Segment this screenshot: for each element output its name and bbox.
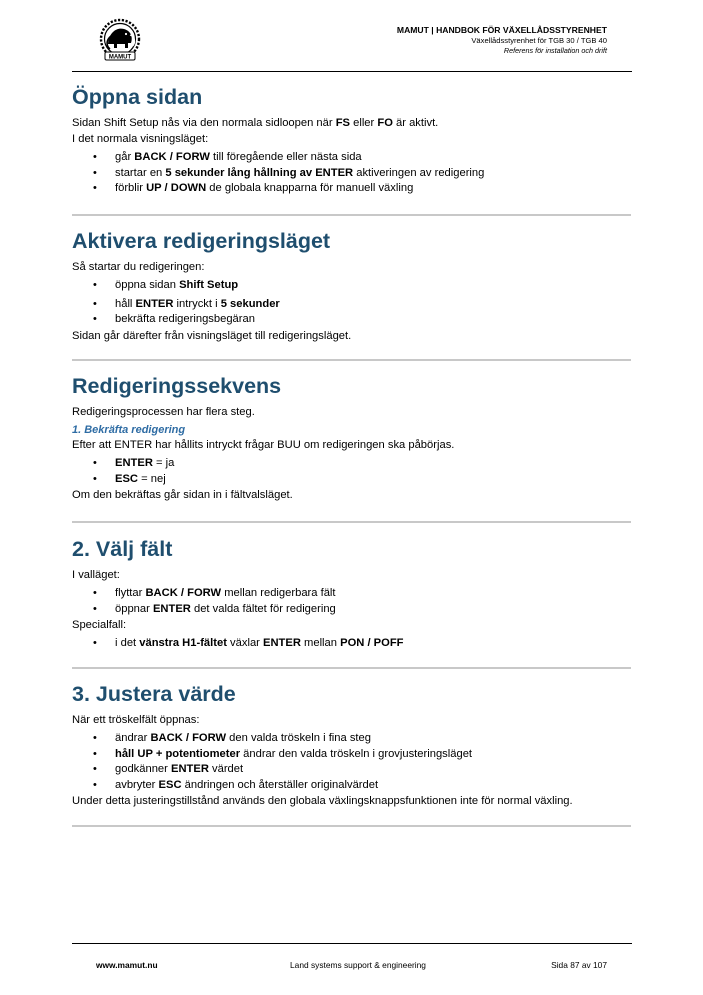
bullet-list xyxy=(72,636,637,652)
step-subheading: 1. Bekräfta redigering xyxy=(72,424,186,436)
section-divider xyxy=(72,359,631,361)
header-reference: Referens för installation och drift xyxy=(503,46,607,55)
list-item: • ENTER = ja xyxy=(115,456,637,472)
footer-website[interactable]: www.mamut.nu xyxy=(96,960,158,970)
paragraph: När ett tröskelfält öppnas: xyxy=(72,714,200,726)
paragraph: Redigeringsprocessen har flera steg. xyxy=(72,406,255,418)
list-item: • håll ENTER intryckt i 5 sekunder xyxy=(115,297,637,313)
list-item: • avbryter ESC ändringen och återställer originalvärdet xyxy=(115,778,637,794)
section-select-field xyxy=(72,536,637,652)
paragraph: Efter att ENTER har hållits intryckt frågar BUU om redigeringen ska påbörjas. xyxy=(72,439,455,451)
list-item: • ESC = nej xyxy=(115,472,637,488)
list-item: • öppnar ENTER det valda fältet för redigering xyxy=(115,602,637,618)
section-activate-edit xyxy=(72,228,637,344)
footer-center-text: Land systems support & engineering xyxy=(290,960,426,970)
section-open-page xyxy=(72,84,637,197)
list-item: • håll UP + potentiometer ändrar den valda tröskeln i grovjusteringsläget xyxy=(115,747,637,763)
paragraph: Om den bekräftas går sidan in i fältvalsläget. xyxy=(72,489,293,502)
paragraph: I det normala visningsläget: xyxy=(72,133,209,145)
list-item: • godkänner ENTER värdet xyxy=(115,762,637,778)
bullet-list xyxy=(72,150,637,197)
section-heading: Aktivera redigeringsläget xyxy=(72,229,331,253)
section-divider xyxy=(72,521,631,523)
header-subtitle: Växellådsstyrenhet för TGB 30 / TGB 40 xyxy=(471,36,607,45)
paragraph: Så startar du redigeringen: xyxy=(72,261,205,273)
list-item: • går BACK / FORW till föregående eller nästa sida xyxy=(115,150,637,166)
svg-text:MAMUT: MAMUT xyxy=(108,54,132,61)
list-item: • i det vänstra H1-fältet växlar ENTER mellan PON / POFF xyxy=(115,636,637,652)
section-heading: 2. Välj fält xyxy=(72,537,173,561)
list-item: • förblir UP / DOWN de globala knapparna för manuell växling xyxy=(115,181,637,197)
paragraph: Under detta justeringstillstånd används den globala växlingsknappsfunktionen inte för normal växling. xyxy=(72,795,573,808)
section-edit-sequence xyxy=(72,373,637,503)
section-divider xyxy=(72,214,631,216)
footer-rule xyxy=(72,943,632,944)
header-rule xyxy=(72,71,632,72)
bullet-list xyxy=(72,456,637,487)
list-item: • flyttar BACK / FORW mellan redigerbara fält xyxy=(115,586,637,602)
paragraph: I valläget: xyxy=(72,569,120,581)
bullet-list xyxy=(72,278,637,328)
section-heading: Redigeringssekvens xyxy=(72,374,282,398)
section-adjust-value xyxy=(72,681,637,809)
header-title: MAMUT | HANDBOK FÖR VÄXELLÅDSSTYRENHET xyxy=(396,25,607,35)
section-divider xyxy=(72,667,631,669)
list-item: • bekräfta redigeringsbegäran xyxy=(115,312,637,328)
list-item: • startar en 5 sekunder lång hållning av ENTER aktiveringen av redigering xyxy=(115,166,637,182)
paragraph: Sidan går därefter från visningsläget till redigeringsläget. xyxy=(72,329,352,342)
bullet-list xyxy=(72,586,637,617)
mamut-logo xyxy=(95,18,145,64)
list-item: • ändrar BACK / FORW den valda tröskeln i fina steg xyxy=(115,731,637,747)
bullet-list xyxy=(72,731,637,793)
section-heading: 3. Justera värde xyxy=(72,682,236,706)
section-heading: Öppna sidan xyxy=(72,85,203,109)
footer-page-number: Sida 87 av 107 xyxy=(551,960,607,970)
paragraph: Sidan Shift Setup nås via den normala sidloopen när FS eller FO är aktivt. xyxy=(72,117,439,129)
page-header xyxy=(397,25,607,56)
list-item: • öppna sidan Shift Setup xyxy=(115,278,637,294)
section-divider xyxy=(72,825,631,827)
paragraph: Specialfall: xyxy=(72,619,127,632)
